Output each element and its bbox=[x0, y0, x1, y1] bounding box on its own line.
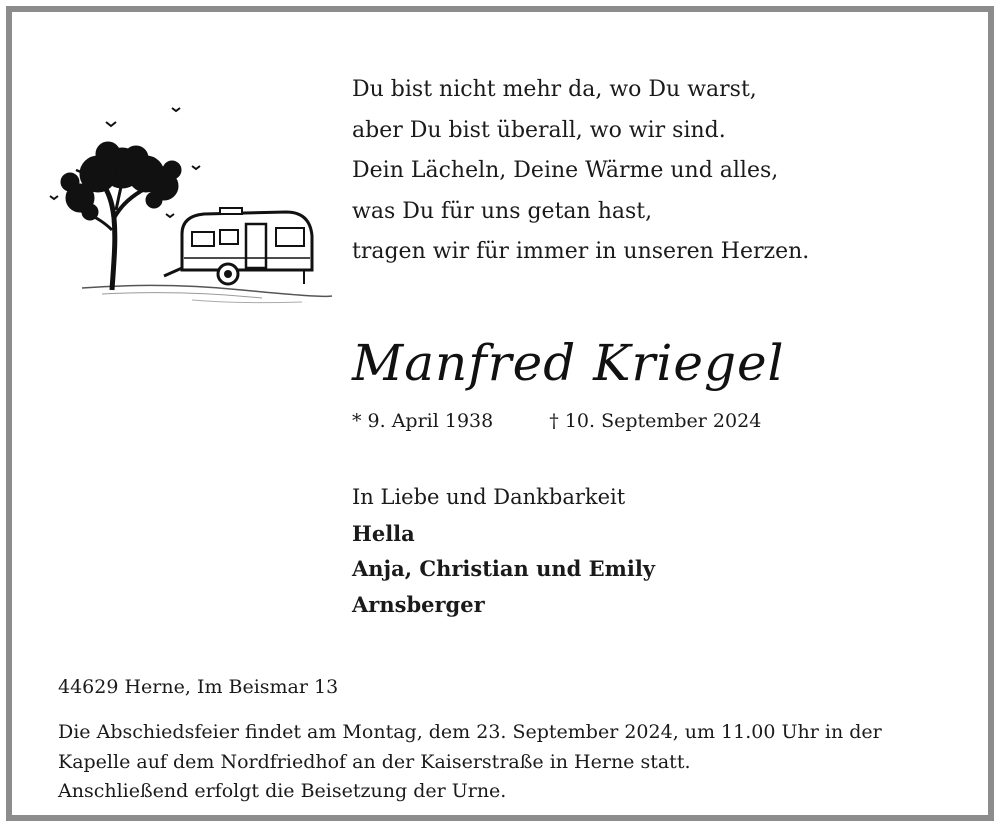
poem-line: Dein Lächeln, Deine Wärme und alles, bbox=[352, 158, 779, 183]
family-name: Hella bbox=[352, 520, 415, 546]
notice-line: Kapelle auf dem Nordfriedhof an der Kaiserstraße in Herne statt. bbox=[58, 750, 691, 773]
birth-date: * 9. April 1938 bbox=[352, 410, 494, 432]
family-signature bbox=[352, 480, 655, 622]
ground bbox=[82, 285, 332, 302]
life-dates bbox=[352, 410, 761, 432]
family-intro: In Liebe und Dankbarkeit bbox=[352, 485, 626, 509]
death-date: † 10. September 2024 bbox=[549, 410, 762, 432]
notice-line: Anschließend erfolgt die Beisetzung der Urne. bbox=[58, 780, 507, 802]
poem-line: tragen wir für immer in unseren Herzen. bbox=[352, 239, 810, 264]
poem-line: was Du für uns getan hast, bbox=[352, 198, 653, 224]
obituary-frame bbox=[6, 6, 994, 821]
deceased-name: Manfred Kriegel bbox=[352, 334, 785, 392]
poem bbox=[352, 70, 809, 273]
tree bbox=[61, 142, 181, 290]
poem-line: aber Du bist überall, wo wir sind. bbox=[352, 117, 726, 143]
funeral-notice bbox=[58, 718, 958, 807]
family-name: Anja, Christian und Emily bbox=[352, 556, 656, 581]
poem-line: Du bist nicht mehr da, wo Du warst, bbox=[352, 77, 757, 102]
family-name: Arnsberger bbox=[352, 591, 485, 617]
tree-and-caravan-illustration bbox=[42, 100, 342, 330]
address: 44629 Herne, Im Beismar 13 bbox=[58, 676, 339, 698]
notice-line: Die Abschiedsfeier findet am Montag, dem 23. September 2024, um 11.00 Uhr in der bbox=[58, 721, 882, 743]
caravan bbox=[164, 208, 312, 284]
